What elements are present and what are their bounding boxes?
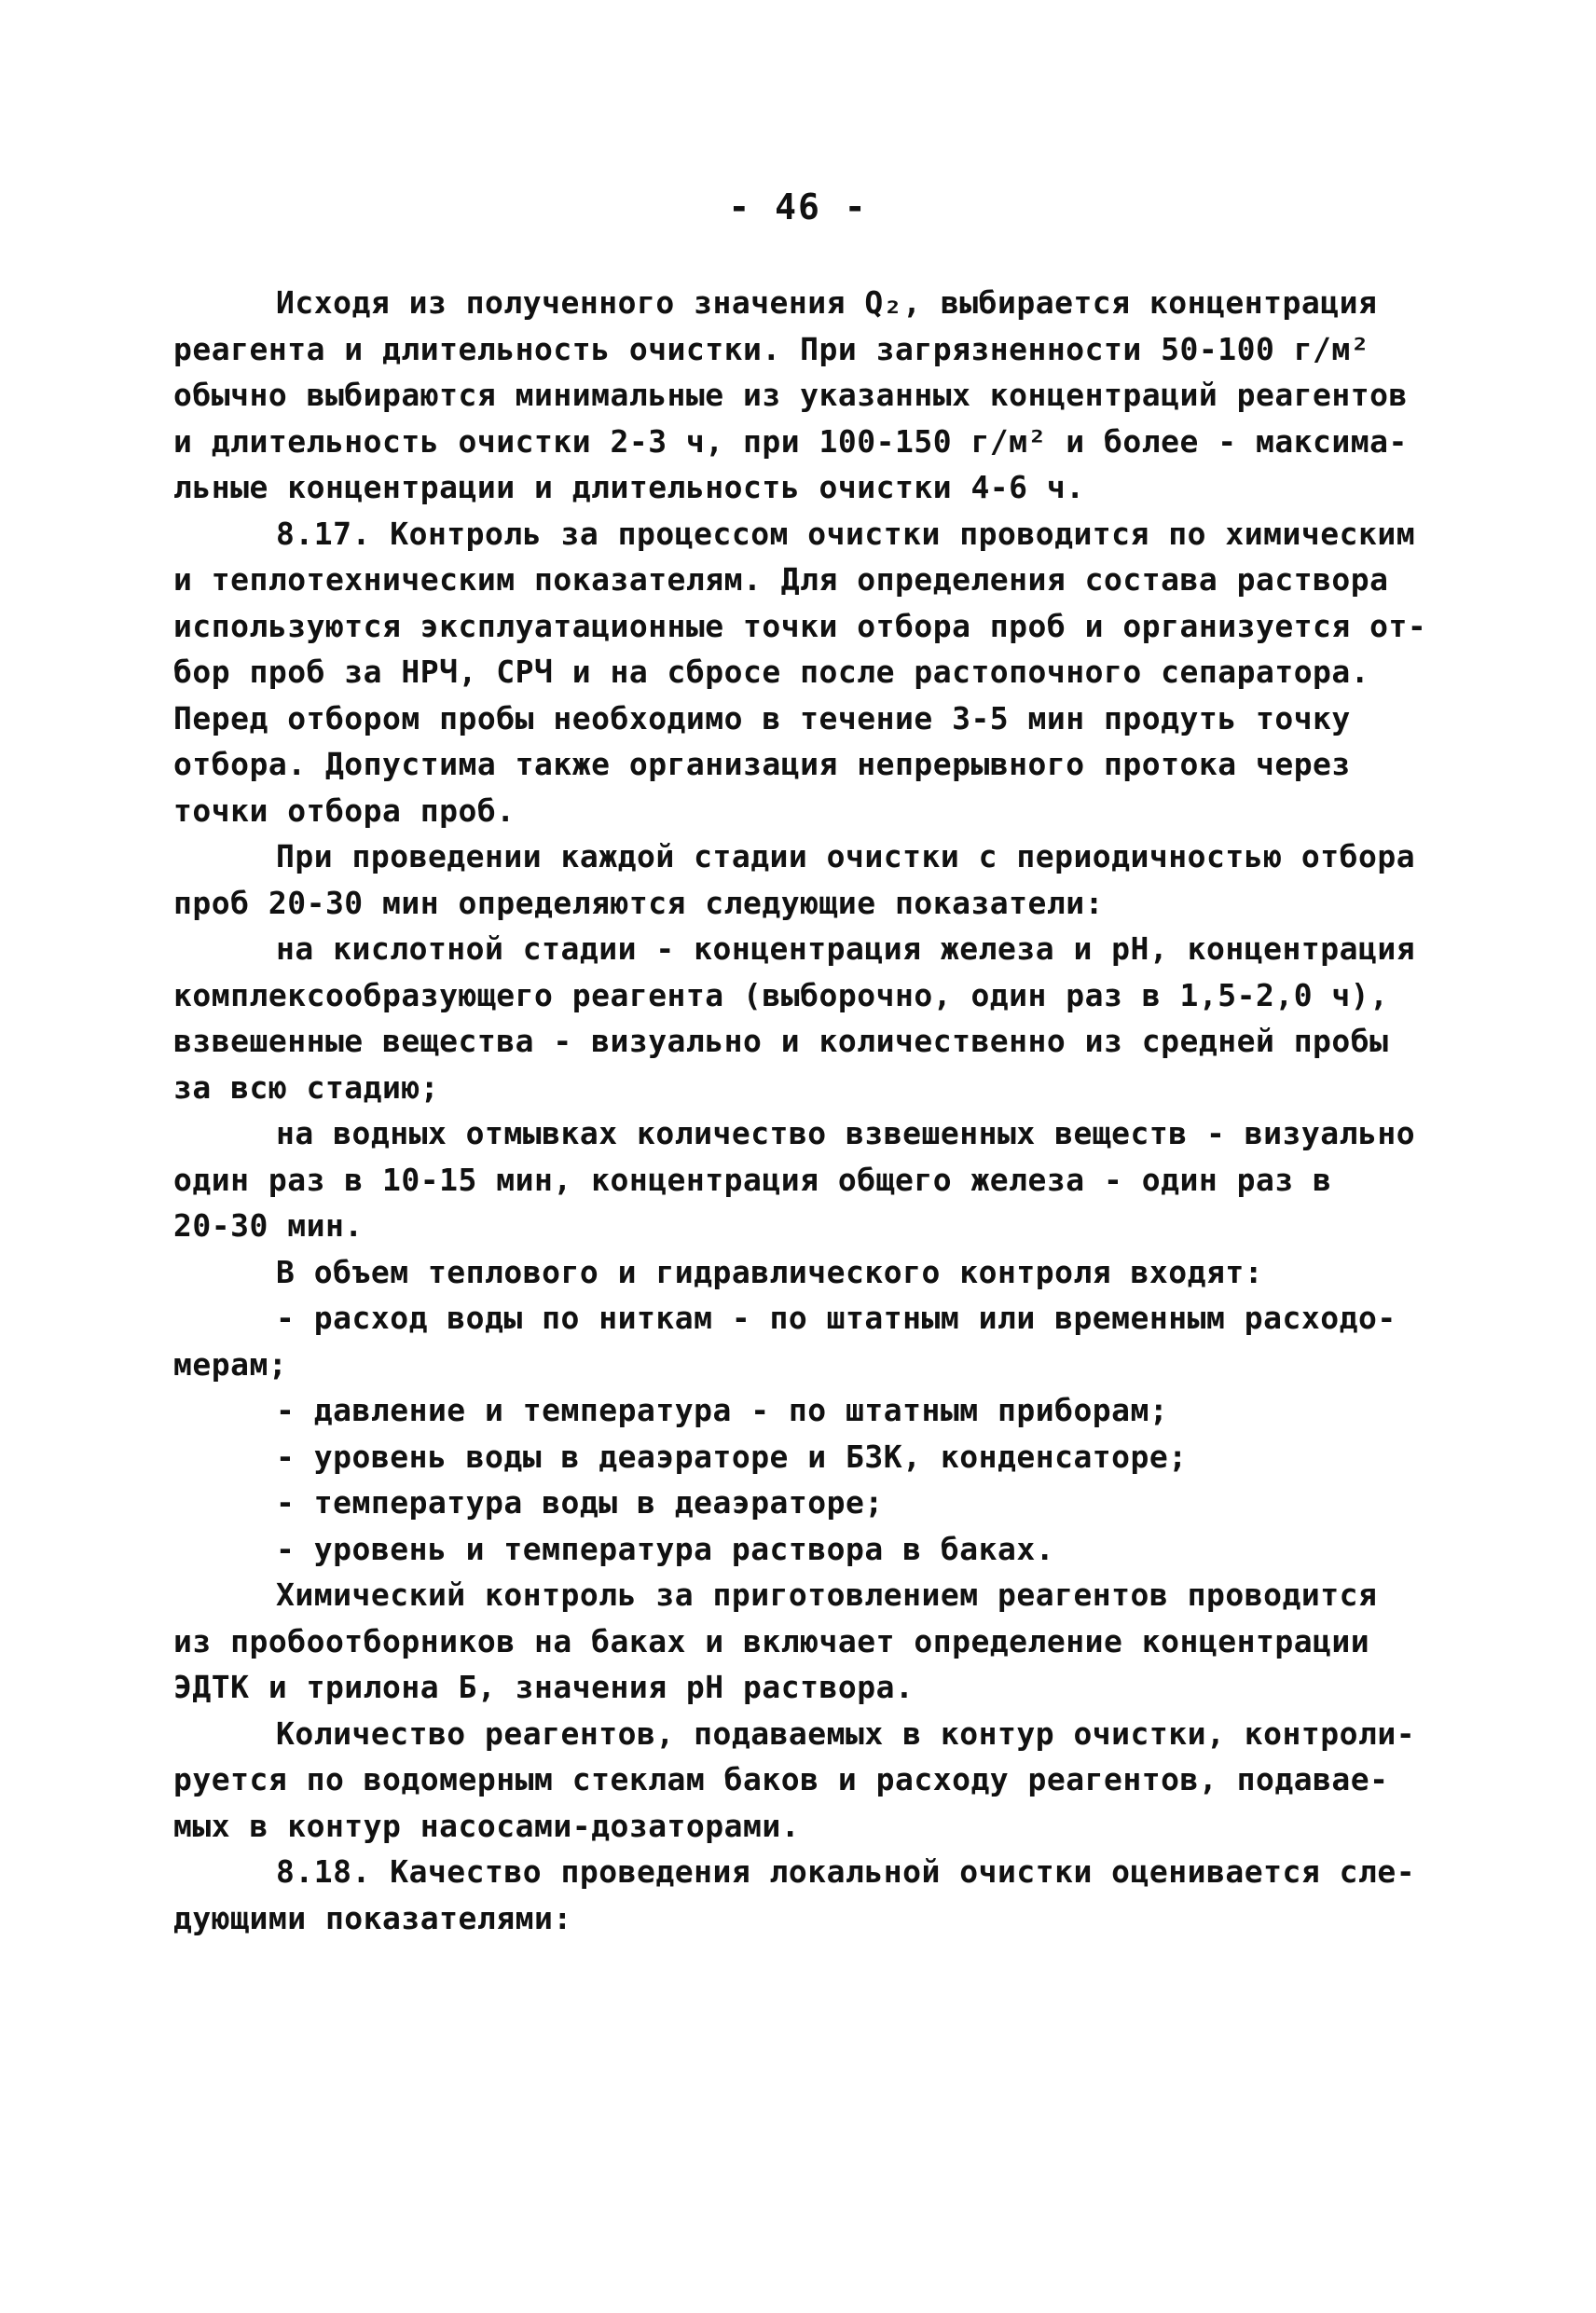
text-line: на водных отмывках количество взвешенных веществ - визуально — [276, 1115, 1416, 1151]
text-line: - расход воды по ниткам - по штатным или временным расходо- — [276, 1300, 1396, 1336]
text-line: Перед отбором пробы необходимо в течение 3-5 мин продуть точку — [173, 699, 1351, 737]
text-line: обычно выбираются минимальные из указанных концентраций реагентов — [173, 377, 1408, 413]
text-line: точки отбора проб. — [173, 792, 516, 829]
text-line: 20-30 мин. — [173, 1207, 364, 1244]
text-line: льные концентрации и длительность очистки 4-6 ч. — [173, 469, 1085, 505]
text-line: При проведении каждой стадии очистки с периодичностью отбора — [276, 838, 1416, 874]
text-line: мерам; — [173, 1345, 288, 1383]
text-line: комплексообразующего реагента (выборочно, один раз в 1,5-2,0 ч), — [173, 976, 1389, 1013]
text-line: используются эксплуатационные точки отбора проб и организуется от- — [173, 607, 1427, 644]
text-line: ЭДТК и трилона Б, значения рН раствора. — [173, 1669, 915, 1705]
text-line: 8.17. Контроль за процессом очистки проводится по химическим — [276, 515, 1416, 552]
text-line: руется по водомерным стеклам баков и расходу реагентов, подавае- — [173, 1761, 1389, 1797]
text-line: на кислотной стадии - концентрация железа и рН, концентрация — [276, 930, 1416, 967]
page-number: - 46 - — [728, 186, 868, 227]
text-line: и длительность очистки 2-3 ч, при 100-150 г/м² и более - максима- — [173, 422, 1408, 460]
text-line: проб 20-30 мин определяются следующие показатели: — [173, 884, 1105, 921]
text-line: за всю стадию; — [173, 1068, 440, 1106]
text-line: Химический контроль за приготовлением реагентов проводится — [276, 1576, 1378, 1613]
text-line: взвешенные вещества - визуально и количественно из средней пробы — [173, 1023, 1389, 1059]
text-line: - уровень и температура раствора в баках. — [276, 1530, 1055, 1567]
text-line: В объем теплового и гидравлического контроля входят: — [276, 1253, 1264, 1290]
text-line: один раз в 10-15 мин, концентрация общего железа - один раз в — [173, 1161, 1332, 1198]
text-line: бор проб за НРЧ, СРЧ и на сбросе после растопочного сепаратора. — [173, 654, 1370, 690]
text-line: - давление и температура - по штатным приборам; — [276, 1392, 1169, 1428]
text-line: отбора. Допустима также организация непрерывного протока через — [173, 746, 1351, 782]
body-text — [173, 280, 1441, 1941]
text-line: мых в контур насосами-дозаторами. — [173, 1807, 801, 1844]
text-line: реагента и длительность очистки. При загрязненности 50-100 г/м² — [173, 330, 1370, 367]
text-line: - уровень воды в деаэраторе и БЗК, конденсаторе; — [276, 1438, 1188, 1475]
text-line: Исходя из полученного значения Q₂, выбирается концентрация — [276, 284, 1378, 321]
text-line: дующими показателями: — [173, 1899, 572, 1936]
text-line: и теплотехническим показателям. Для определения состава раствора — [173, 561, 1389, 598]
text-line: Количество реагентов, подаваемых в контур очистки, контроли- — [276, 1714, 1416, 1752]
text-line: из пробоотборников на баках и включает определение концентрации — [173, 1622, 1370, 1659]
text-line: 8.18. Качество проведения локальной очистки оценивается сле- — [276, 1853, 1416, 1890]
text-line: - температура воды в деаэраторе; — [276, 1484, 884, 1521]
